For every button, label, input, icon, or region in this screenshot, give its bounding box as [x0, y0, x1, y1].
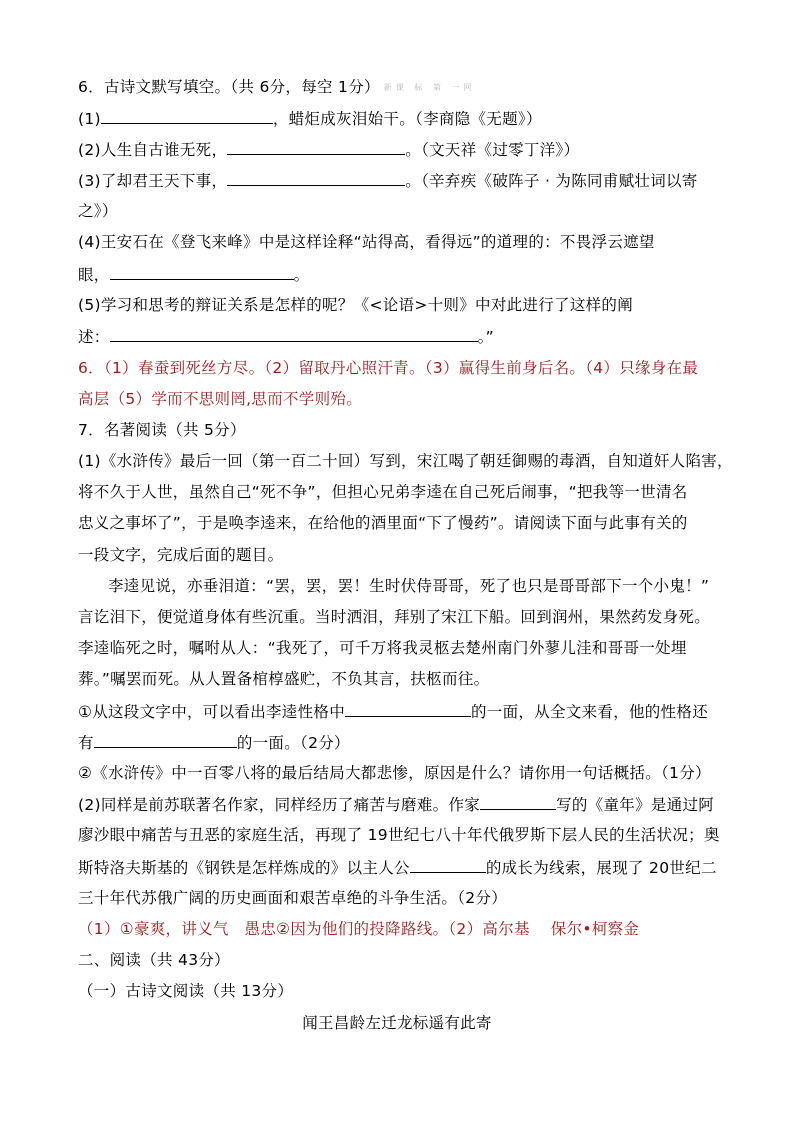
answer-blank[interactable] — [110, 326, 478, 342]
q6-answer-line-2: 高层（5）学而不思则罔,思而不学则殆。 — [78, 390, 362, 408]
answer-blank[interactable] — [480, 794, 556, 810]
answer-blank[interactable] — [227, 170, 405, 186]
q7-intro-1: (1)《水浒传》最后一回（第一百二十回）写到，宋江喝了朝廷御赐的毒酒，自知道奸人陷害， — [78, 452, 733, 470]
q7-part-2-a: (2)同样是前苏联著名作家，同样经历了痛苦与磨难。作家 写的《童年》是通过阿 — [78, 796, 715, 814]
section-2-title: 二、阅读（共 43分） — [78, 951, 230, 969]
q6-item-4: (4)王安石在《登飞来峰》中是这样诠释“站得高，看得远”的道理的：不畏浮云遮望 — [78, 233, 655, 251]
q7-answer: （1）①豪爽，讲义气 愚忠②因为他们的投降路线。（2）高尔基 保尔•柯察金 — [78, 920, 640, 938]
q7-part-2-c: 斯特洛夫斯基的《钢铁是怎样炼成的》以主人公 的成长为线索，展现了 20世纪二 — [78, 859, 717, 877]
q7-title: 7．名著阅读（共 5分） — [78, 421, 246, 439]
answer-blank[interactable] — [101, 108, 273, 124]
q7-sub-1: ①从这段文字中，可以看出李逵性格中 的一面，从全文来看，他的性格还 — [78, 703, 709, 721]
q6-item-5: (5)学习和思考的辩证关系是怎样的呢？《<论语>十则》中对此进行了这样的阐 — [78, 296, 634, 314]
q7-part-2-b: 廖沙眼中痛苦与丑恶的家庭生活，再现了 19世纪七八十年代俄罗斯下层人民的生活状况；奥 — [78, 826, 720, 844]
q6-title: 6．古诗文默写填空。（共 6分，每空 1分） 新课 标 第 一网 — [78, 78, 476, 96]
answer-blank[interactable] — [110, 264, 294, 280]
answer-blank[interactable] — [410, 857, 486, 873]
answer-blank[interactable] — [227, 139, 405, 155]
q7-excerpt-1: 李逵见说，亦垂泪道：“罢，罢，罢！生时伏侍哥哥，死了也只是哥哥部下一个小鬼！” — [108, 577, 710, 595]
watermark: 新课 标 第 一网 — [383, 82, 476, 92]
q6-item-3: (3)了却君王天下事， 。（辛弃疾《破阵子 · 为陈同甫赋壮词以寄 — [78, 172, 698, 190]
section-2-subtitle: （一）古诗文阅读（共 13分） — [78, 982, 294, 1000]
q6-item-2: (2)人生自古谁无死， 。（文天祥《过零丁洋》） — [78, 141, 580, 159]
q6-item-4-cont: 眼， 。 — [78, 266, 310, 284]
q6-answer-line-1: 6．（1）春蚕到死丝方尽。（2）留取丹心照汗青。（3）赢得生前身后名。（4）只缘身在最 — [78, 359, 699, 377]
poem-title: 闻王昌龄左迁龙标遥有此寄 — [302, 1014, 492, 1032]
q7-excerpt-3: 李逵临死之时，嘱咐从人：“我死了，可千万将我灵柩去楚州南门外蓼儿洼和哥哥一处埋 — [78, 639, 687, 657]
q7-intro-3: 忠义之事坏了”，于是唤李逵来，在给他的酒里面“下了慢药”。请阅读下面与此事有关的 — [78, 514, 688, 532]
q7-intro-4: 一段文字，完成后面的题目。 — [78, 546, 284, 564]
q7-sub-2: ②《水浒传》中一百零八将的最后结局大都悲惨，原因是什么？请你用一句话概括。（1分） — [78, 764, 711, 782]
q7-excerpt-4: 葬。”嘱罢而死。从人置备棺椁盛贮，不负其言，扶柩而往。 — [78, 670, 490, 688]
answer-blank[interactable] — [345, 701, 471, 717]
q6-item-3-cont: 之》） — [78, 202, 118, 220]
q7-sub-1-cont: 有 的一面。（2分） — [78, 734, 350, 752]
q7-intro-2: 将不久于人世，虽然自己“死不争”，但担心兄弟李逵在自己死后闹事，“把我等一世清名 — [78, 483, 688, 501]
answer-blank[interactable] — [94, 732, 237, 748]
q7-excerpt-2: 言讫泪下，便觉道身体有些沉重。当时洒泪，拜别了宋江下船。回到润州，果然药发身死。 — [78, 608, 711, 626]
q7-part-2-d: 三十年代苏俄广阔的历史画面和艰苦卓绝的斗争生活。（2分） — [78, 889, 508, 907]
q6-item-5-cont: 述： 。” — [78, 328, 494, 346]
q6-item-1: (1) ，蜡炬成灰泪始干。（李商隐《无题》） — [78, 110, 542, 128]
